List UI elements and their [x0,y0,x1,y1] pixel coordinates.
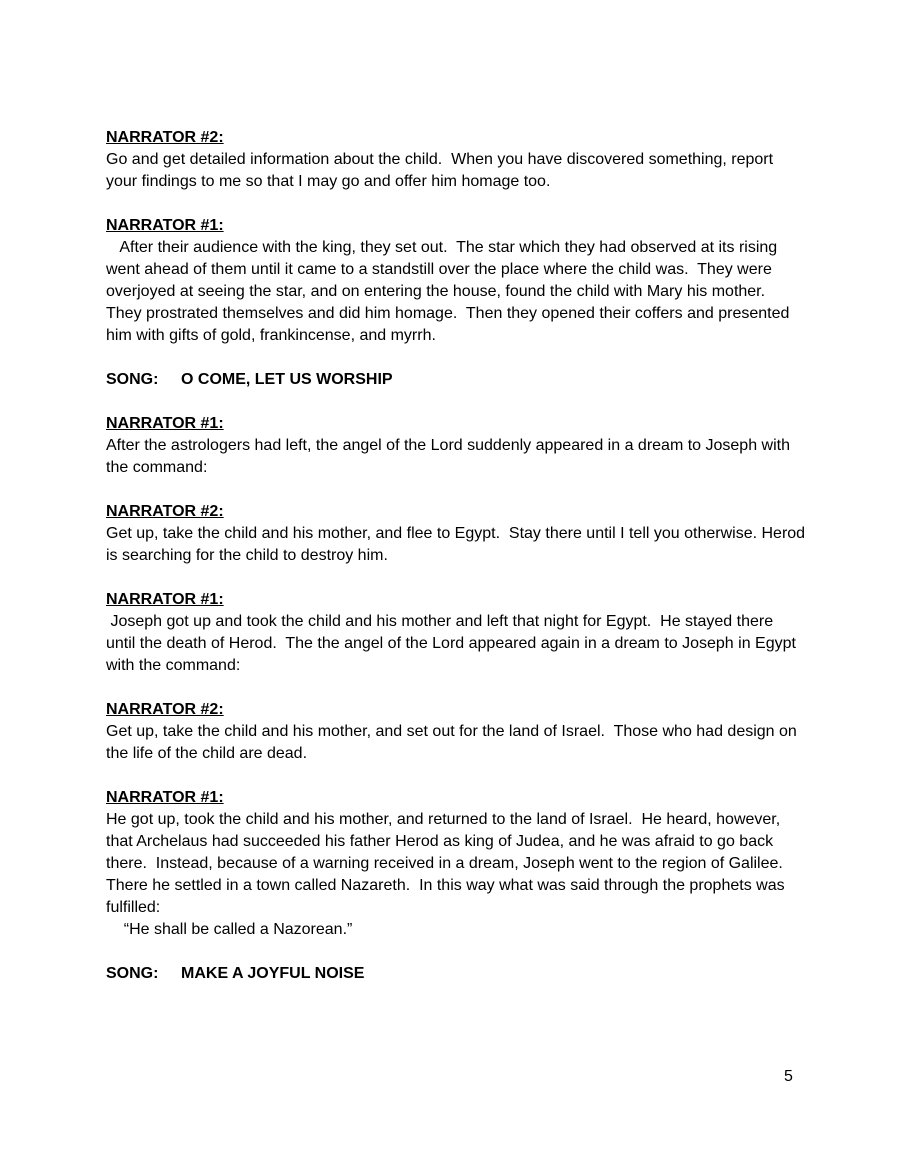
dialogue-text: Get up, take the child and his mother, and set out for the land of Israel. Those who had design on the life of the child are dead. [106,723,802,762]
dialogue-text: Go and get detailed information about the child. When you have discovered something, report your findings to me so that I may go and offer him homage too. [106,151,778,190]
dialogue-text: After their audience with the king, they set out. The star which they had observed at its rising went ahead of them until it came to a standstill over the place where the child was. They were overjoyed at seeing the star, and on entering the house, found the child with Mary his mother. They prostrated themselves and did him homage. Then they opened their coffers and presented him with gifts of gold, frankincense, and myrrh. [106,239,794,344]
dialogue-block [106,215,806,347]
dialogue-block [106,501,810,567]
speaker-label: NARRATOR #1: [106,217,224,234]
dialogue-block [106,413,806,479]
dialogue-block [106,699,806,765]
dialogue-block [106,787,806,941]
speaker-label: NARRATOR #1: [106,591,224,608]
quote-line: “He shall be called a Nazorean.” [106,921,353,938]
script-content [106,127,810,1007]
song-title: O COME, LET US WORSHIP [181,371,393,388]
speaker-label: NARRATOR #2: [106,701,224,718]
song-label: SONG: [106,965,159,982]
song-label: SONG: [106,371,159,388]
page-number: 5 [784,1068,793,1085]
speaker-label: NARRATOR #1: [106,415,224,432]
dialogue-block [106,589,806,677]
speaker-label: NARRATOR #2: [106,503,224,520]
speaker-label: NARRATOR #2: [106,129,224,146]
song-title: MAKE A JOYFUL NOISE [181,965,365,982]
dialogue-text: After the astrologers had left, the angel of the Lord suddenly appeared in a dream to Joseph with the command: [106,437,795,476]
speaker-label: NARRATOR #1: [106,789,224,806]
song-cue [106,369,806,391]
dialogue-text: Joseph got up and took the child and his mother and left that night for Egypt. He stayed there until the death of Herod. The the angel of the Lord appeared again in a dream to Joseph in Egypt with the command: [106,613,801,674]
dialogue-block [106,127,806,193]
dialogue-text: Get up, take the child and his mother, and flee to Egypt. Stay there until I tell you otherwise. Herod is searching for the child to destroy him. [106,525,810,564]
song-cue [106,963,806,985]
dialogue-text: He got up, took the child and his mother, and returned to the land of Israel. He heard, however, that Archelaus had succeeded his father Herod as king of Judea, and he was afraid to go back there. Instead, because of a warning received in a dream, Joseph went to the region of Galilee. There he settled in a town called Nazareth. In this way what was said through the prophets was fulfilled: [106,811,790,916]
